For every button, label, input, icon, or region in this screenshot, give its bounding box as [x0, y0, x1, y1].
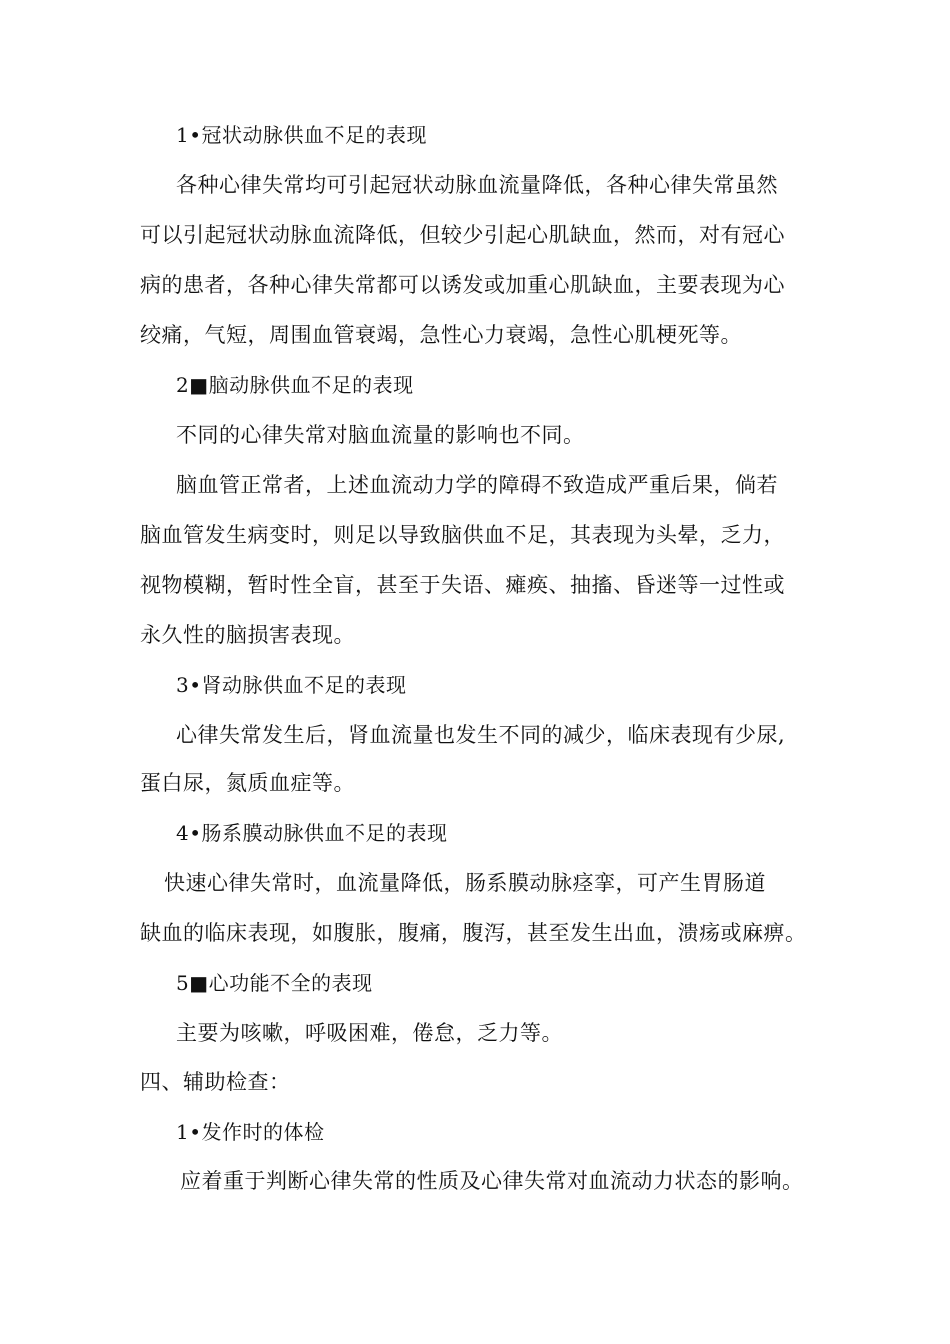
section-3-line-2: 蛋白尿，氮质血症等。 — [140, 771, 355, 795]
section-1-heading: 1•冠状动脉供血不足的表现 — [176, 123, 428, 147]
section-2-heading: 2■脑动脉供血不足的表现 — [176, 373, 414, 397]
section-4-line-2: 缺血的临床表现，如腹胀，腹痛，腹泻，甚至发生出血，溃疡或麻痹。 — [140, 921, 807, 945]
section-5-line-1: 主要为咳嗽，呼吸困难，倦怠，乏力等。 — [176, 1021, 563, 1045]
section-2-line-2: 脑血管正常者，上述血流动力学的障碍不致造成严重后果，倘若 — [176, 473, 778, 497]
part-four-line-1: 应着重于判断心律失常的性质及心律失常对血流动力状态的影响。 — [180, 1169, 804, 1193]
section-3-line-1: 心律失常发生后，肾血流量也发生不同的减少，临床表现有少尿, — [176, 723, 786, 747]
part-four-subheading: 1•发作时的体检 — [176, 1120, 325, 1144]
part-four-title: 四、辅助检查： — [140, 1070, 291, 1094]
section-3-heading: 3•肾动脉供血不足的表现 — [176, 673, 407, 697]
section-4-line-1: 快速心律失常时，血流量降低，肠系膜动脉痉挛，可产生胃肠道 — [164, 871, 766, 895]
section-2-line-1: 不同的心律失常对脑血流量的影响也不同。 — [176, 423, 585, 447]
section-1-line-1: 各种心律失常均可引起冠状动脉血流量降低，各种心律失常虽然 — [176, 173, 778, 197]
section-4-heading: 4•肠系膜动脉供血不足的表现 — [176, 821, 448, 845]
section-2-line-5: 永久性的脑损害表现。 — [140, 623, 355, 647]
section-1-line-2: 可以引起冠状动脉血流降低，但较少引起心肌缺血，然而，对有冠心 — [140, 223, 785, 247]
section-5-heading: 5■心功能不全的表现 — [176, 971, 373, 995]
section-2-line-4: 视物模糊，暂时性全盲，甚至于失语、瘫痪、抽搐、昏迷等一过性或 — [140, 573, 785, 597]
section-1-line-4: 绞痛，气短，周围血管衰竭，急性心力衰竭，急性心肌梗死等。 — [140, 323, 742, 347]
section-2-line-3: 脑血管发生病变时，则足以导致脑供血不足，其表现为头晕，乏力， — [140, 523, 785, 547]
section-1-line-3: 病的患者，各种心律失常都可以诱发或加重心肌缺血，主要表现为心 — [140, 273, 785, 297]
